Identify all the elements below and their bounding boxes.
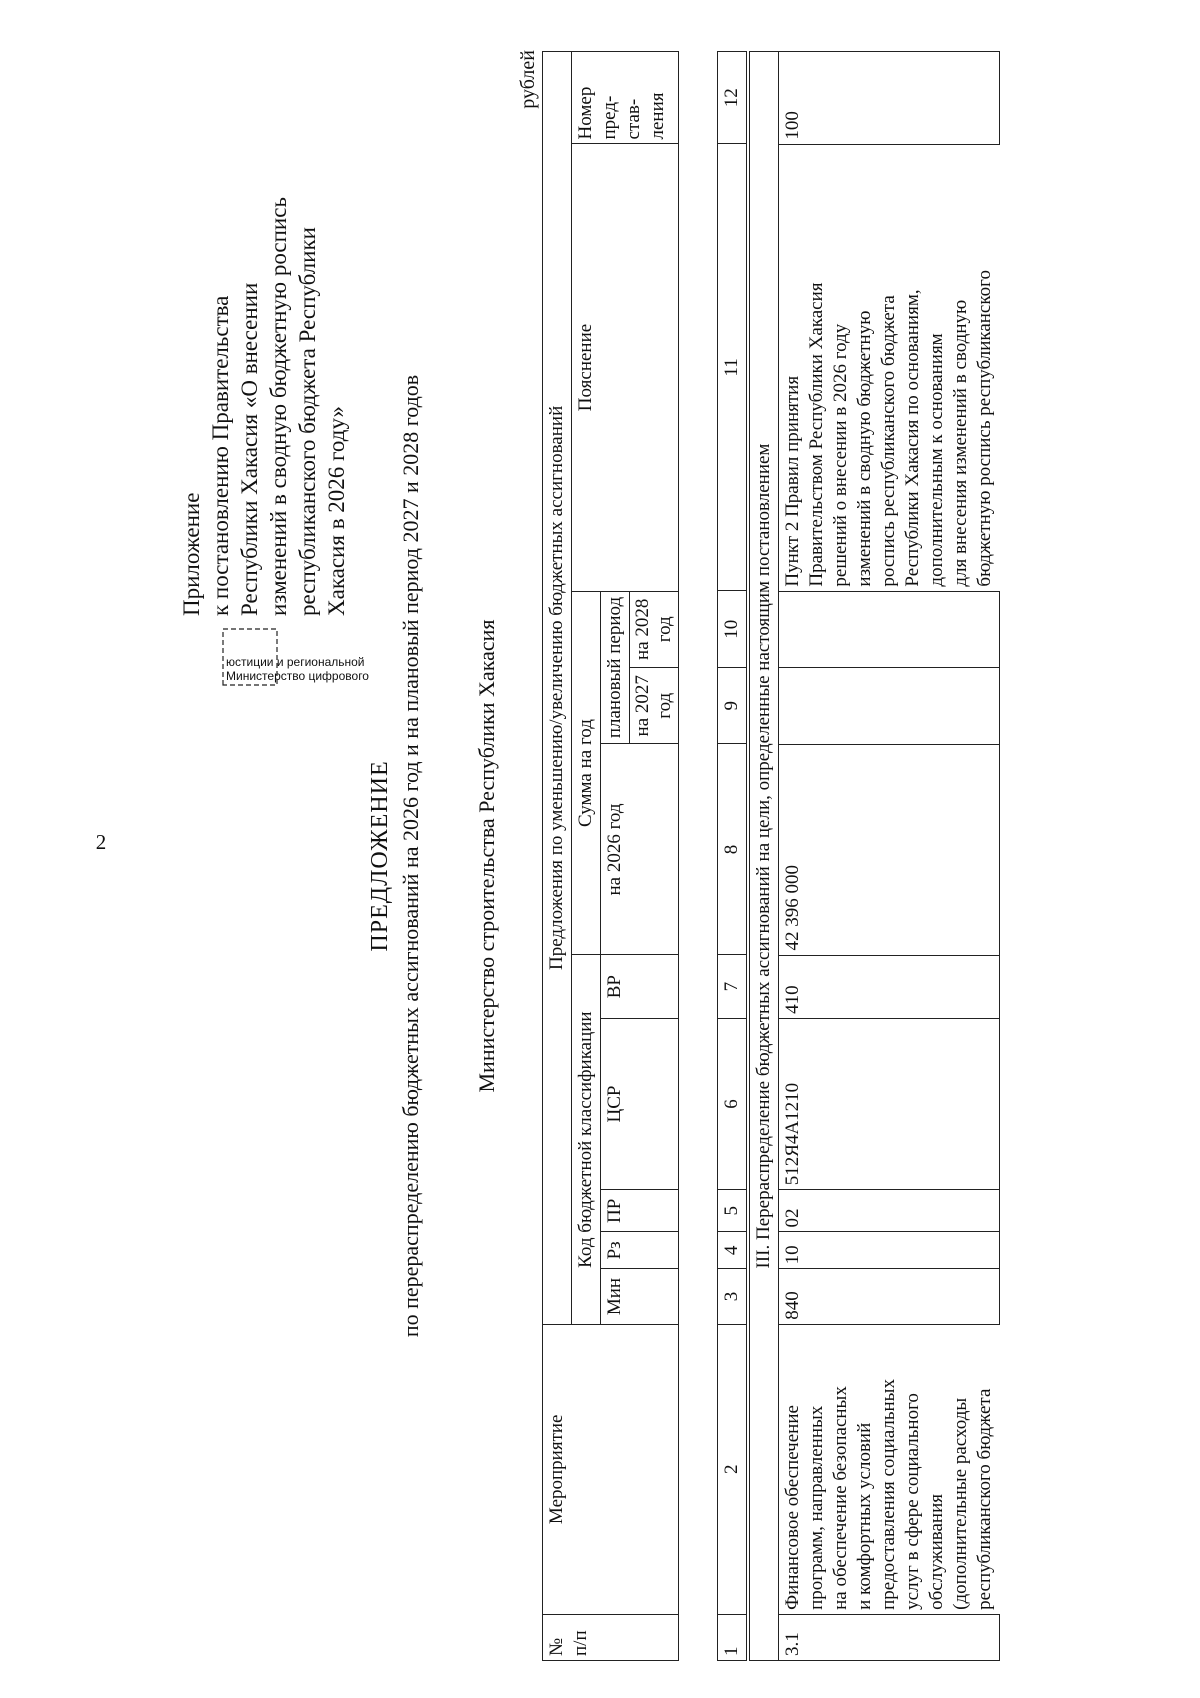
column-number: 5 <box>718 1190 747 1232</box>
row-event <box>779 1324 1000 1614</box>
header-table <box>542 51 679 1661</box>
explanation-line: для внесения изменений в сводную <box>950 299 971 587</box>
column-number: 12 <box>718 52 747 144</box>
event-line: и комфортных условий <box>854 1422 875 1610</box>
appendix-note <box>177 56 351 616</box>
appendix-line: республиканского бюджета Республики <box>295 227 320 616</box>
row-csr: 512Я4А1210 <box>779 1018 1000 1189</box>
explanation-line: Республики Хакасия по основаниям, <box>902 289 923 587</box>
appendix-line: к постановлению Правительства <box>208 295 233 616</box>
event-line: предоставления социальных <box>878 1379 899 1610</box>
row-sum-2028 <box>779 591 1000 667</box>
column-number: 1 <box>718 1614 747 1660</box>
event-line: Финансовое обеспечение <box>782 1405 803 1610</box>
event-line: обслуживания <box>926 1494 947 1610</box>
header-budget-code: Код бюджетной классификации <box>572 955 601 1324</box>
appendix-line: изменений в сводную бюджетную роспись <box>266 197 291 616</box>
header-csr: ЦСР <box>601 1018 679 1189</box>
appendix-line: Приложение <box>179 492 204 616</box>
header-rz: Рз <box>601 1232 679 1269</box>
header-min: Мин <box>601 1269 679 1324</box>
column-number: 9 <box>718 667 747 743</box>
row-sum-2026: 42 396 000 <box>779 744 1000 955</box>
explanation-line: бюджетную роспись республиканского <box>974 270 995 587</box>
row-num: 3.1 <box>779 1614 1000 1660</box>
section-title: III. Перераспределение бюджетных ассигнований на цели, определенные настоящим постановлением <box>750 52 779 1661</box>
table-row <box>779 52 1000 1661</box>
event-line: программ, направленных <box>806 1405 827 1610</box>
explanation-line: Пункт 2 Правил принятия <box>782 375 803 587</box>
column-number: 3 <box>718 1269 747 1324</box>
header-2028: на 2028 год <box>630 591 679 667</box>
page-number: 2 <box>95 830 107 854</box>
column-number: 7 <box>718 955 747 1018</box>
column-number: 10 <box>718 591 747 667</box>
header-num: № п/п <box>543 1614 679 1660</box>
header-proposals: Предложения по уменьшению/увеличению бюджетных ассигнований <box>543 52 572 1325</box>
row-rz: 10 <box>779 1232 1000 1269</box>
stamp-line: юстиции и региональной <box>226 655 365 669</box>
header-2027: на 2027 год <box>630 668 679 744</box>
appendix-line: Республики Хакасия «О внесении <box>237 282 262 616</box>
event-line: услуг в сфере социального <box>902 1393 923 1610</box>
header-event: Мероприятие <box>543 1324 679 1614</box>
event-line: на обеспечение безопасных <box>830 1386 851 1610</box>
body-table <box>749 51 1000 1661</box>
registration-stamp <box>222 628 369 686</box>
row-sum-2027 <box>779 668 1000 744</box>
row-vr: 410 <box>779 955 1000 1018</box>
explanation-line: Правительством Республики Хакасия <box>806 282 827 587</box>
column-number: 11 <box>718 144 747 591</box>
document-subtitle: по перераспределению бюджетных ассигнований на 2026 год и на плановый период 2027 и 2028 годов <box>398 374 423 1338</box>
units-label: рублей <box>517 50 539 109</box>
header-sum-2026: на 2026 год <box>601 744 679 955</box>
header-pr: ПР <box>601 1190 679 1232</box>
header-sum-year: Сумма на год <box>572 591 601 955</box>
header-plan-period: плановый период <box>601 591 630 744</box>
row-explanation <box>779 144 1000 591</box>
explanation-line: роспись республиканского бюджета <box>878 295 899 587</box>
stamp-line: Министерство цифрового <box>226 669 369 683</box>
appendix-line: Хакасия в 2026 году» <box>324 405 349 616</box>
row-pr: 02 <box>779 1190 1000 1232</box>
column-number: 6 <box>718 1018 747 1189</box>
column-number-table <box>717 51 747 1661</box>
event-line: республиканского бюджета <box>974 1388 995 1610</box>
column-number: 8 <box>718 744 747 955</box>
header-vr: ВР <box>601 955 679 1018</box>
row-min: 840 <box>779 1269 1000 1324</box>
explanation-line: дополнительным к основаниям <box>926 333 947 587</box>
column-number: 4 <box>718 1232 747 1269</box>
ministry-name: Министерство строительства Республики Хакасия <box>474 619 499 1093</box>
column-number: 2 <box>718 1324 747 1614</box>
explanation-line: решений о внесении в 2026 году <box>830 323 851 587</box>
header-explanation: Пояснение <box>572 144 679 591</box>
explanation-line: изменений в сводную бюджетную <box>854 310 875 587</box>
row-rep-number: 100 <box>779 52 1000 145</box>
event-line: (дополнительные расходы <box>950 1397 971 1610</box>
document-sheet <box>12 26 1122 1686</box>
header-rep-number: Номер пред-став-ления <box>572 52 679 144</box>
document-title: ПРЕДЛОЖЕНИЕ <box>367 760 393 952</box>
